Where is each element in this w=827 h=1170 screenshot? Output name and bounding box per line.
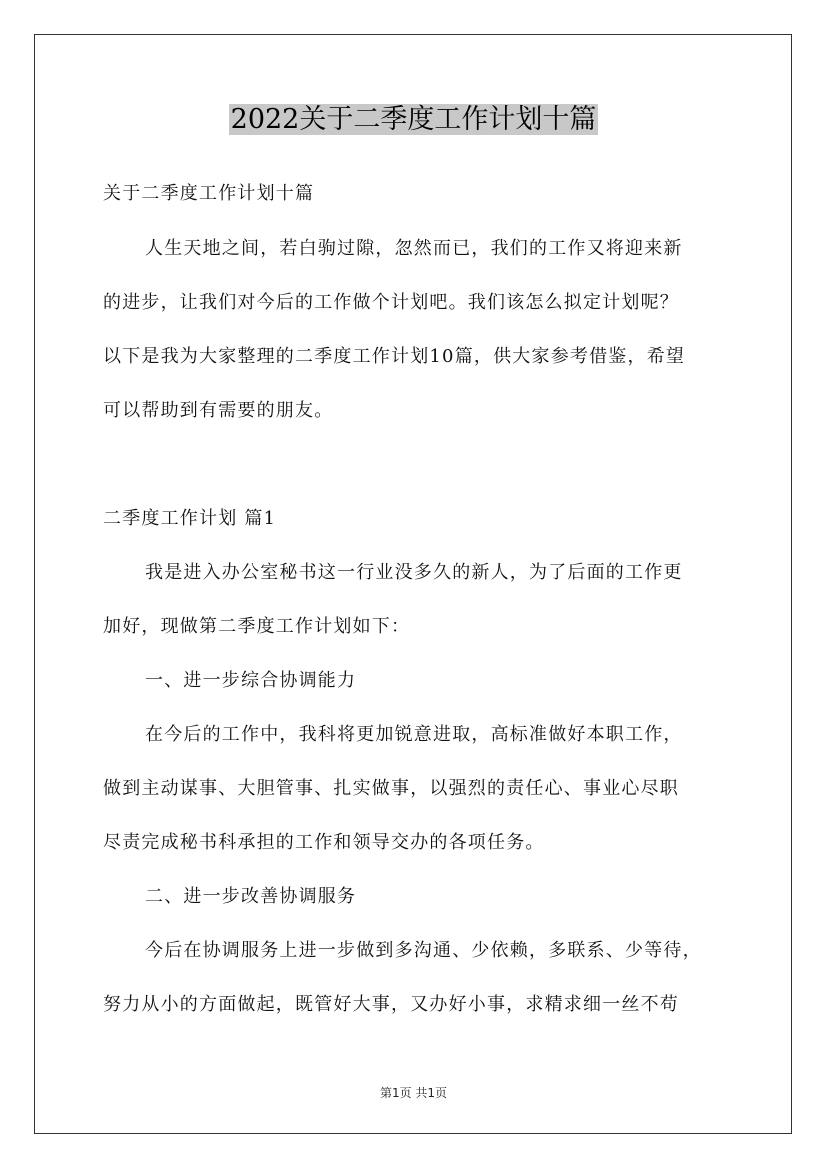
document-title — [0, 100, 827, 140]
body-line: 二、进一步改善协调服务 — [145, 886, 357, 907]
body-line: 加好，现做第二季度工作计划如下： — [103, 616, 411, 637]
document-subtitle: 关于二季度工作计划十篇 — [103, 183, 315, 204]
body-line: 今后在协调服务上进一步做到多沟通、少依赖，多联系、少等待， — [145, 940, 702, 961]
section-heading: 二季度工作计划 篇1 — [103, 508, 277, 529]
body-line: 在今后的工作中，我科将更加锐意进取，高标准做好本职工作， — [145, 724, 683, 745]
body-line: 一、进一步综合协调能力 — [145, 670, 357, 691]
document-title-text: 2022关于二季度工作计划十篇 — [230, 104, 597, 135]
body-line: 做到主动谋事、大胆管事、扎实做事，以强烈的责任心、事业心尽职 — [103, 778, 679, 799]
intro-line: 可以帮助到有需要的朋友。 — [103, 400, 334, 421]
page-footer: 第1页 共1页 — [379, 1086, 448, 1100]
intro-line: 人生天地之间，若白驹过隙，忽然而已，我们的工作又将迎来新 — [145, 238, 683, 259]
intro-line: 以下是我为大家整理的二季度工作计划10篇，供大家参考借鉴，希望 — [103, 346, 686, 367]
body-line: 尽责完成秘书科承担的工作和领导交办的各项任务。 — [103, 832, 545, 853]
intro-line: 的进步，让我们对今后的工作做个计划吧。我们该怎么拟定计划呢？ — [103, 292, 679, 313]
body-line: 努力从小的方面做起，既管好大事，又办好小事，求精求细一丝不苟 — [103, 994, 679, 1015]
body-line: 我是进入办公室秘书这一行业没多久的新人，为了后面的工作更 — [145, 562, 683, 583]
